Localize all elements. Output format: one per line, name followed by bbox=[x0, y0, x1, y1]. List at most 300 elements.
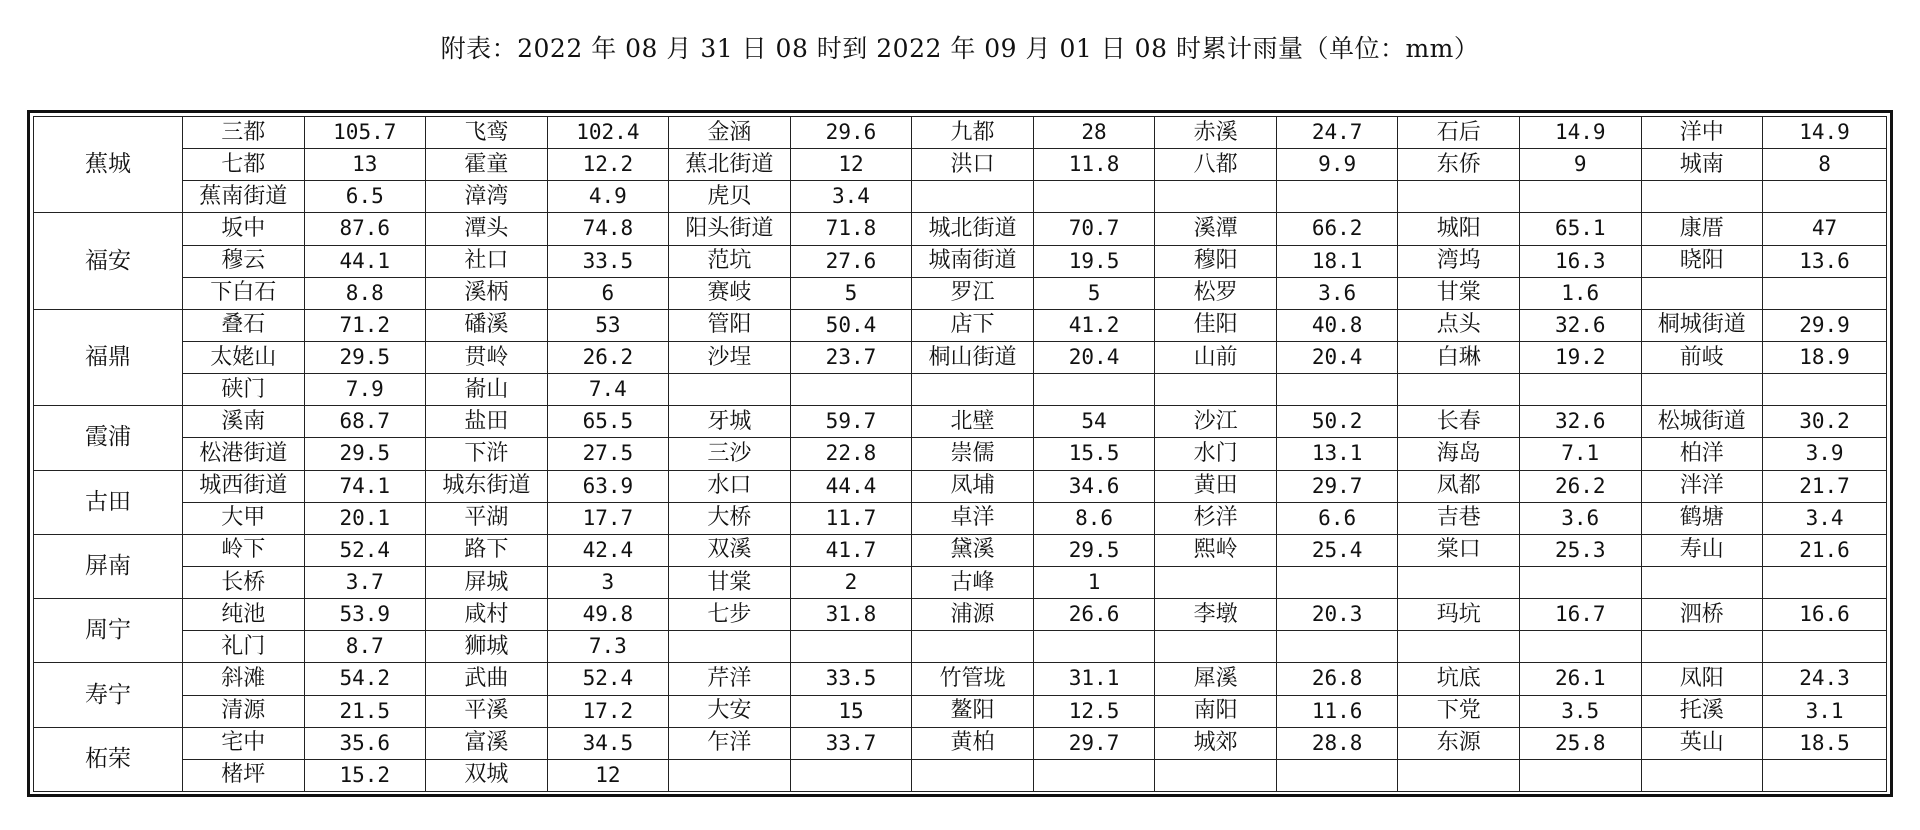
rainfall-value: 31.1 bbox=[1033, 663, 1155, 695]
station-name: 罗江 bbox=[912, 277, 1034, 309]
rainfall-value: 102.4 bbox=[547, 117, 669, 149]
station-name: 松罗 bbox=[1155, 277, 1277, 309]
station-name: 柏洋 bbox=[1641, 438, 1763, 470]
table-row bbox=[34, 695, 1887, 727]
station-name: 三都 bbox=[182, 117, 304, 149]
rainfall-value: 53.9 bbox=[304, 599, 426, 631]
station-name bbox=[1155, 566, 1277, 598]
rainfall-value: 33.5 bbox=[547, 245, 669, 277]
rainfall-value: 42.4 bbox=[547, 534, 669, 566]
station-name: 大安 bbox=[669, 695, 791, 727]
rainfall-value: 65.1 bbox=[1519, 213, 1641, 245]
rainfall-value bbox=[790, 759, 912, 791]
table-row bbox=[34, 374, 1887, 406]
rainfall-value: 20.4 bbox=[1276, 341, 1398, 373]
station-name: 长桥 bbox=[182, 566, 304, 598]
rainfall-value: 13.1 bbox=[1276, 438, 1398, 470]
station-name: 穆阳 bbox=[1155, 245, 1277, 277]
station-name: 竹管垅 bbox=[912, 663, 1034, 695]
rainfall-value bbox=[1763, 759, 1887, 791]
station-name: 坑底 bbox=[1398, 663, 1520, 695]
rainfall-value: 5 bbox=[790, 277, 912, 309]
station-name bbox=[1641, 181, 1763, 213]
station-name: 平溪 bbox=[426, 695, 548, 727]
station-name: 赤溪 bbox=[1155, 117, 1277, 149]
station-name: 狮城 bbox=[426, 631, 548, 663]
station-name: 漳湾 bbox=[426, 181, 548, 213]
station-name: 咸村 bbox=[426, 599, 548, 631]
rainfall-value: 3 bbox=[547, 566, 669, 598]
rainfall-value: 16.7 bbox=[1519, 599, 1641, 631]
rainfall-value: 74.8 bbox=[547, 213, 669, 245]
station-name: 凤阳 bbox=[1641, 663, 1763, 695]
rainfall-value: 7.9 bbox=[304, 374, 426, 406]
rainfall-value: 32.6 bbox=[1519, 309, 1641, 341]
rainfall-value: 74.1 bbox=[304, 470, 426, 502]
station-name: 芹洋 bbox=[669, 663, 791, 695]
rainfall-value: 29.5 bbox=[1033, 534, 1155, 566]
rainfall-value: 3.7 bbox=[304, 566, 426, 598]
table-row bbox=[34, 566, 1887, 598]
station-name: 康厝 bbox=[1641, 213, 1763, 245]
station-name: 崇儒 bbox=[912, 438, 1034, 470]
rainfall-value: 19.5 bbox=[1033, 245, 1155, 277]
station-name: 托溪 bbox=[1641, 695, 1763, 727]
rainfall-value: 31.8 bbox=[790, 599, 912, 631]
station-name bbox=[1155, 374, 1277, 406]
rainfall-value: 68.7 bbox=[304, 406, 426, 438]
station-name: 佳阳 bbox=[1155, 309, 1277, 341]
rainfall-value bbox=[1763, 181, 1887, 213]
station-name bbox=[1641, 277, 1763, 309]
station-name: 凤都 bbox=[1398, 470, 1520, 502]
rainfall-value: 34.6 bbox=[1033, 470, 1155, 502]
station-name: 城东街道 bbox=[426, 470, 548, 502]
rainfall-value: 25.3 bbox=[1519, 534, 1641, 566]
rainfall-value: 26.2 bbox=[1519, 470, 1641, 502]
station-name: 黄田 bbox=[1155, 470, 1277, 502]
station-name: 洪口 bbox=[912, 149, 1034, 181]
rainfall-value: 12 bbox=[547, 759, 669, 791]
rainfall-value: 12.5 bbox=[1033, 695, 1155, 727]
rainfall-value bbox=[790, 631, 912, 663]
rainfall-value: 50.4 bbox=[790, 309, 912, 341]
station-name bbox=[1398, 181, 1520, 213]
rainfall-value: 3.6 bbox=[1519, 502, 1641, 534]
station-name: 双溪 bbox=[669, 534, 791, 566]
region-name: 福鼎 bbox=[34, 309, 183, 405]
station-name: 点头 bbox=[1398, 309, 1520, 341]
rainfall-value: 16.3 bbox=[1519, 245, 1641, 277]
table-row bbox=[34, 406, 1887, 438]
region-name: 周宁 bbox=[34, 599, 183, 663]
table-row bbox=[34, 341, 1887, 373]
rainfall-value: 3.9 bbox=[1763, 438, 1887, 470]
rainfall-value: 15.5 bbox=[1033, 438, 1155, 470]
station-name: 桐城街道 bbox=[1641, 309, 1763, 341]
station-name: 湾坞 bbox=[1398, 245, 1520, 277]
rainfall-value: 29.5 bbox=[304, 438, 426, 470]
station-name: 三沙 bbox=[669, 438, 791, 470]
rainfall-value: 71.8 bbox=[790, 213, 912, 245]
station-name: 熙岭 bbox=[1155, 534, 1277, 566]
rainfall-value: 35.6 bbox=[304, 727, 426, 759]
rainfall-value: 4.9 bbox=[547, 181, 669, 213]
station-name: 鹤塘 bbox=[1641, 502, 1763, 534]
rainfall-value: 47 bbox=[1763, 213, 1887, 245]
station-name: 浦源 bbox=[912, 599, 1034, 631]
rainfall-value bbox=[1519, 374, 1641, 406]
station-name: 城南 bbox=[1641, 149, 1763, 181]
rainfall-value: 52.4 bbox=[304, 534, 426, 566]
rainfall-value bbox=[1276, 759, 1398, 791]
region-name: 屏南 bbox=[34, 534, 183, 598]
rainfall-value: 70.7 bbox=[1033, 213, 1155, 245]
rainfall-value: 87.6 bbox=[304, 213, 426, 245]
station-name: 飞鸾 bbox=[426, 117, 548, 149]
rainfall-value: 11.8 bbox=[1033, 149, 1155, 181]
station-name: 李墩 bbox=[1155, 599, 1277, 631]
rainfall-value bbox=[1033, 374, 1155, 406]
station-name: 贯岭 bbox=[426, 341, 548, 373]
station-name: 社口 bbox=[426, 245, 548, 277]
station-name bbox=[1641, 566, 1763, 598]
station-name: 英山 bbox=[1641, 727, 1763, 759]
station-name: 北壁 bbox=[912, 406, 1034, 438]
rainfall-value: 49.8 bbox=[547, 599, 669, 631]
rainfall-value: 3.5 bbox=[1519, 695, 1641, 727]
rainfall-value: 6 bbox=[547, 277, 669, 309]
station-name bbox=[1398, 374, 1520, 406]
station-name: 石后 bbox=[1398, 117, 1520, 149]
rainfall-table-frame bbox=[27, 110, 1893, 797]
station-name: 蕉北街道 bbox=[669, 149, 791, 181]
station-name: 管阳 bbox=[669, 309, 791, 341]
rainfall-value: 25.8 bbox=[1519, 727, 1641, 759]
rainfall-value: 25.4 bbox=[1276, 534, 1398, 566]
rainfall-value: 65.5 bbox=[547, 406, 669, 438]
table-row bbox=[34, 213, 1887, 245]
rainfall-value: 18.1 bbox=[1276, 245, 1398, 277]
station-name bbox=[912, 631, 1034, 663]
station-name bbox=[1398, 759, 1520, 791]
station-name bbox=[1641, 759, 1763, 791]
rainfall-value: 19.2 bbox=[1519, 341, 1641, 373]
rainfall-value bbox=[1763, 631, 1887, 663]
rainfall-value bbox=[1763, 277, 1887, 309]
rainfall-value: 16.6 bbox=[1763, 599, 1887, 631]
rainfall-value: 24.3 bbox=[1763, 663, 1887, 695]
station-name: 屏城 bbox=[426, 566, 548, 598]
station-name: 七步 bbox=[669, 599, 791, 631]
table-row bbox=[34, 309, 1887, 341]
rainfall-value: 3.6 bbox=[1276, 277, 1398, 309]
station-name: 纯池 bbox=[182, 599, 304, 631]
station-name: 虎贝 bbox=[669, 181, 791, 213]
station-name: 松城街道 bbox=[1641, 406, 1763, 438]
table-row bbox=[34, 245, 1887, 277]
station-name: 长春 bbox=[1398, 406, 1520, 438]
station-name: 坂中 bbox=[182, 213, 304, 245]
station-name: 宅中 bbox=[182, 727, 304, 759]
station-name: 大甲 bbox=[182, 502, 304, 534]
station-name: 清源 bbox=[182, 695, 304, 727]
station-name: 牙城 bbox=[669, 406, 791, 438]
rainfall-value: 22.8 bbox=[790, 438, 912, 470]
rainfall-value: 41.2 bbox=[1033, 309, 1155, 341]
rainfall-value: 28 bbox=[1033, 117, 1155, 149]
station-name: 城北街道 bbox=[912, 213, 1034, 245]
station-name bbox=[1641, 631, 1763, 663]
rainfall-value: 18.9 bbox=[1763, 341, 1887, 373]
station-name: 甘棠 bbox=[669, 566, 791, 598]
rainfall-table bbox=[33, 116, 1887, 792]
rainfall-value: 17.2 bbox=[547, 695, 669, 727]
rainfall-value bbox=[1276, 181, 1398, 213]
station-name: 七都 bbox=[182, 149, 304, 181]
region-name: 蕉城 bbox=[34, 117, 183, 213]
rainfall-value bbox=[1763, 566, 1887, 598]
station-name: 白琳 bbox=[1398, 341, 1520, 373]
station-name: 杉洋 bbox=[1155, 502, 1277, 534]
station-name: 大桥 bbox=[669, 502, 791, 534]
rainfall-value: 20.3 bbox=[1276, 599, 1398, 631]
station-name: 南阳 bbox=[1155, 695, 1277, 727]
rainfall-value: 5 bbox=[1033, 277, 1155, 309]
station-name bbox=[912, 374, 1034, 406]
rainfall-value: 3.1 bbox=[1763, 695, 1887, 727]
station-name: 下浒 bbox=[426, 438, 548, 470]
station-name: 洋中 bbox=[1641, 117, 1763, 149]
rainfall-value: 29.5 bbox=[304, 341, 426, 373]
station-name: 阳头街道 bbox=[669, 213, 791, 245]
rainfall-value: 21.7 bbox=[1763, 470, 1887, 502]
rainfall-value: 26.6 bbox=[1033, 599, 1155, 631]
station-name: 乍洋 bbox=[669, 727, 791, 759]
rainfall-value: 24.7 bbox=[1276, 117, 1398, 149]
station-name: 溪南 bbox=[182, 406, 304, 438]
station-name: 卓洋 bbox=[912, 502, 1034, 534]
station-name: 海岛 bbox=[1398, 438, 1520, 470]
station-name: 东侨 bbox=[1398, 149, 1520, 181]
rainfall-value: 7.4 bbox=[547, 374, 669, 406]
rainfall-value: 23.7 bbox=[790, 341, 912, 373]
rainfall-value: 50.2 bbox=[1276, 406, 1398, 438]
rainfall-value: 26.1 bbox=[1519, 663, 1641, 695]
station-name: 城南街道 bbox=[912, 245, 1034, 277]
station-name: 城郊 bbox=[1155, 727, 1277, 759]
station-name: 盐田 bbox=[426, 406, 548, 438]
region-name: 霞浦 bbox=[34, 406, 183, 470]
station-name: 楮坪 bbox=[182, 759, 304, 791]
table-row bbox=[34, 534, 1887, 566]
station-name: 岭下 bbox=[182, 534, 304, 566]
rainfall-value: 63.9 bbox=[547, 470, 669, 502]
region-name: 寿宁 bbox=[34, 663, 183, 727]
station-name: 嵛山 bbox=[426, 374, 548, 406]
station-name bbox=[669, 759, 791, 791]
rainfall-value bbox=[1519, 631, 1641, 663]
station-name: 东源 bbox=[1398, 727, 1520, 759]
rainfall-value: 8.6 bbox=[1033, 502, 1155, 534]
station-name: 武曲 bbox=[426, 663, 548, 695]
rainfall-value: 9.9 bbox=[1276, 149, 1398, 181]
rainfall-value: 54 bbox=[1033, 406, 1155, 438]
table-row bbox=[34, 149, 1887, 181]
rainfall-value bbox=[1033, 181, 1155, 213]
table-row bbox=[34, 631, 1887, 663]
station-name: 古峰 bbox=[912, 566, 1034, 598]
rainfall-value: 1.6 bbox=[1519, 277, 1641, 309]
rainfall-value: 6.5 bbox=[304, 181, 426, 213]
rainfall-value: 33.7 bbox=[790, 727, 912, 759]
rainfall-value: 8.7 bbox=[304, 631, 426, 663]
station-name: 双城 bbox=[426, 759, 548, 791]
station-name bbox=[1155, 631, 1277, 663]
station-name: 金涵 bbox=[669, 117, 791, 149]
station-name: 黄柏 bbox=[912, 727, 1034, 759]
rainfall-value: 15 bbox=[790, 695, 912, 727]
rainfall-value: 66.2 bbox=[1276, 213, 1398, 245]
rainfall-value: 1 bbox=[1033, 566, 1155, 598]
station-name: 山前 bbox=[1155, 341, 1277, 373]
station-name bbox=[912, 181, 1034, 213]
rainfall-value: 6.6 bbox=[1276, 502, 1398, 534]
rainfall-value: 18.5 bbox=[1763, 727, 1887, 759]
station-name: 泮洋 bbox=[1641, 470, 1763, 502]
rainfall-value: 14.9 bbox=[1519, 117, 1641, 149]
station-name: 赛岐 bbox=[669, 277, 791, 309]
table-row bbox=[34, 663, 1887, 695]
station-name bbox=[1398, 631, 1520, 663]
station-name: 九都 bbox=[912, 117, 1034, 149]
rainfall-value: 33.5 bbox=[790, 663, 912, 695]
rainfall-value bbox=[1276, 631, 1398, 663]
station-name: 城西街道 bbox=[182, 470, 304, 502]
station-name: 蕉南街道 bbox=[182, 181, 304, 213]
rainfall-value bbox=[1033, 759, 1155, 791]
rainfall-value: 2 bbox=[790, 566, 912, 598]
station-name: 寿山 bbox=[1641, 534, 1763, 566]
station-name: 溪潭 bbox=[1155, 213, 1277, 245]
station-name: 斜滩 bbox=[182, 663, 304, 695]
rainfall-value: 14.9 bbox=[1763, 117, 1887, 149]
station-name: 店下 bbox=[912, 309, 1034, 341]
rainfall-value: 21.5 bbox=[304, 695, 426, 727]
rainfall-value: 26.2 bbox=[547, 341, 669, 373]
station-name bbox=[1155, 181, 1277, 213]
rainfall-value: 8 bbox=[1763, 149, 1887, 181]
station-name: 甘棠 bbox=[1398, 277, 1520, 309]
rainfall-value: 7.1 bbox=[1519, 438, 1641, 470]
rainfall-value: 13 bbox=[304, 149, 426, 181]
station-name: 溪柄 bbox=[426, 277, 548, 309]
station-name bbox=[669, 374, 791, 406]
rainfall-value bbox=[790, 374, 912, 406]
rainfall-value bbox=[1276, 566, 1398, 598]
station-name bbox=[1398, 566, 1520, 598]
rainfall-value: 11.7 bbox=[790, 502, 912, 534]
table-row bbox=[34, 277, 1887, 309]
station-name: 硖门 bbox=[182, 374, 304, 406]
rainfall-value: 12.2 bbox=[547, 149, 669, 181]
rainfall-value: 26.8 bbox=[1276, 663, 1398, 695]
rainfall-value bbox=[1519, 181, 1641, 213]
station-name: 鳌阳 bbox=[912, 695, 1034, 727]
rainfall-value: 53 bbox=[547, 309, 669, 341]
station-name: 太姥山 bbox=[182, 341, 304, 373]
station-name: 玛坑 bbox=[1398, 599, 1520, 631]
rainfall-value: 34.5 bbox=[547, 727, 669, 759]
station-name: 平湖 bbox=[426, 502, 548, 534]
station-name: 吉巷 bbox=[1398, 502, 1520, 534]
region-name: 福安 bbox=[34, 213, 183, 309]
station-name: 下党 bbox=[1398, 695, 1520, 727]
station-name bbox=[669, 631, 791, 663]
rainfall-value: 11.6 bbox=[1276, 695, 1398, 727]
station-name: 水门 bbox=[1155, 438, 1277, 470]
station-name: 路下 bbox=[426, 534, 548, 566]
table-row bbox=[34, 181, 1887, 213]
station-name bbox=[1641, 374, 1763, 406]
station-name: 穆云 bbox=[182, 245, 304, 277]
station-name: 桐山街道 bbox=[912, 341, 1034, 373]
station-name: 沙埕 bbox=[669, 341, 791, 373]
rainfall-value: 8.8 bbox=[304, 277, 426, 309]
station-name: 礼门 bbox=[182, 631, 304, 663]
page-title: 附表：2022 年 08 月 31 日 08 时到 2022 年 09 月 01 日 08 时累计雨量（单位：mm） bbox=[440, 34, 1480, 63]
region-name: 古田 bbox=[34, 470, 183, 534]
station-name: 霍童 bbox=[426, 149, 548, 181]
table-row bbox=[34, 759, 1887, 791]
rainfall-value: 17.7 bbox=[547, 502, 669, 534]
rainfall-value: 7.3 bbox=[547, 631, 669, 663]
table-row bbox=[34, 438, 1887, 470]
station-name: 前岐 bbox=[1641, 341, 1763, 373]
station-name: 叠石 bbox=[182, 309, 304, 341]
rainfall-value: 44.4 bbox=[790, 470, 912, 502]
station-name: 松港街道 bbox=[182, 438, 304, 470]
station-name bbox=[912, 759, 1034, 791]
rainfall-value: 105.7 bbox=[304, 117, 426, 149]
rainfall-value: 12 bbox=[790, 149, 912, 181]
station-name: 棠口 bbox=[1398, 534, 1520, 566]
table-row bbox=[34, 470, 1887, 502]
table-row bbox=[34, 727, 1887, 759]
rainfall-value: 40.8 bbox=[1276, 309, 1398, 341]
rainfall-value: 59.7 bbox=[790, 406, 912, 438]
rainfall-value: 3.4 bbox=[790, 181, 912, 213]
rainfall-value: 29.7 bbox=[1276, 470, 1398, 502]
station-name: 泗桥 bbox=[1641, 599, 1763, 631]
rainfall-value: 44.1 bbox=[304, 245, 426, 277]
rainfall-value: 13.6 bbox=[1763, 245, 1887, 277]
rainfall-value: 27.5 bbox=[547, 438, 669, 470]
station-name: 凤埔 bbox=[912, 470, 1034, 502]
table-row bbox=[34, 117, 1887, 149]
rainfall-value: 28.8 bbox=[1276, 727, 1398, 759]
rainfall-value: 9 bbox=[1519, 149, 1641, 181]
station-name: 水口 bbox=[669, 470, 791, 502]
station-name: 下白石 bbox=[182, 277, 304, 309]
rainfall-value: 21.6 bbox=[1763, 534, 1887, 566]
station-name: 富溪 bbox=[426, 727, 548, 759]
rainfall-value: 29.6 bbox=[790, 117, 912, 149]
rainfall-value: 20.1 bbox=[304, 502, 426, 534]
station-name: 犀溪 bbox=[1155, 663, 1277, 695]
rainfall-value bbox=[1276, 374, 1398, 406]
rainfall-value: 20.4 bbox=[1033, 341, 1155, 373]
